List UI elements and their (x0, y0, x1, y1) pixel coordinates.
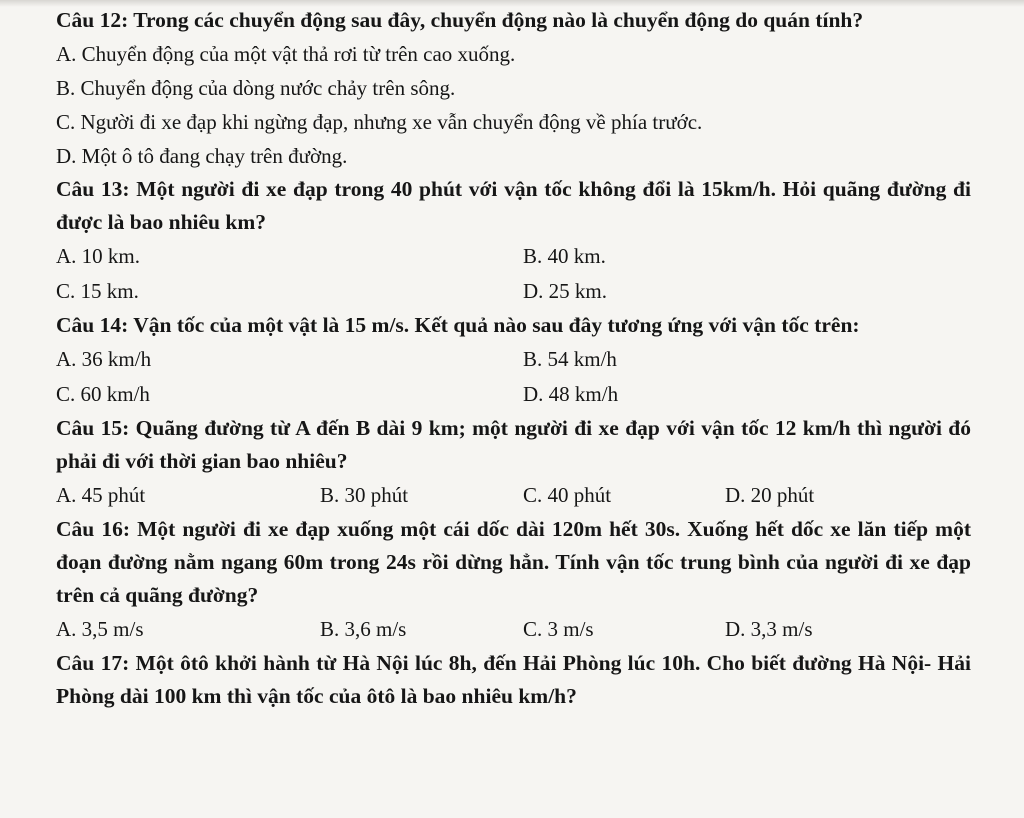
question-15 (56, 412, 971, 478)
option-b: B. 3,6 m/s (320, 617, 407, 641)
options-row (56, 478, 971, 513)
question-16 (56, 513, 971, 612)
question-text: Quãng đường từ A đến B dài 9 km; một người đi xe đạp với vận tốc 12 km/h thì người đó phải đi với thời gian bao nhiêu? (56, 416, 971, 473)
options-row (56, 377, 971, 412)
question-14 (56, 309, 971, 342)
option-d: D. 3,3 m/s (725, 617, 813, 641)
question-label: Câu 12: (56, 8, 129, 32)
options-row (56, 274, 971, 309)
question-label: Câu 17: (56, 651, 130, 675)
option-a: A. 10 km. (56, 244, 140, 268)
question-text: Một người đi xe đạp xuống một cái dốc dài 120m hết 30s. Xuống hết dốc xe lăn tiếp một đoạn đường nằm ngang 60m trong 24s rồi dừng hẳn. Tính vận tốc trung bình của người đi xe đạp trên cả quãng đường? (56, 517, 972, 607)
question-text: Trong các chuyển động sau đây, chuyển động nào là chuyển động do quán tính? (133, 8, 864, 32)
option-b: B. Chuyển động của dòng nước chảy trên sông. (56, 76, 456, 100)
option-b: B. 30 phút (320, 483, 409, 507)
option-a: A. 3,5 m/s (56, 617, 144, 641)
question-label: Câu 14: (56, 313, 129, 337)
option-c: C. 60 km/h (56, 382, 150, 406)
question-text: Vận tốc của một vật là 15 m/s. Kết quả nào sau đây tương ứng với vận tốc trên: (133, 313, 860, 337)
options-row (56, 612, 971, 647)
option-d: D. 20 phút (725, 483, 815, 507)
option-d: D. 25 km. (523, 279, 607, 303)
question-label: Câu 15: (56, 416, 130, 440)
question-text: Một ôtô khởi hành từ Hà Nội lúc 8h, đến Hải Phòng lúc 10h. Cho biết đường Hà Nội- Hải Phòng dài 100 km thì vận tốc của ôtô là bao nhiêu km/h? (56, 651, 971, 708)
exam-page (56, 4, 971, 713)
question-text: Một người đi xe đạp trong 40 phút với vận tốc không đổi là 15km/h. Hỏi quãng đường đi được là bao nhiêu km? (56, 177, 971, 234)
option-c: C. 3 m/s (523, 617, 594, 641)
option-c: C. Người đi xe đạp khi ngừng đạp, nhưng xe vẫn chuyển động về phía trước. (56, 110, 703, 134)
question-12 (56, 4, 971, 37)
question-17 (56, 647, 971, 713)
question-label: Câu 13: (56, 177, 130, 201)
option-a: A. 36 km/h (56, 347, 152, 371)
option-d: D. 48 km/h (523, 382, 619, 406)
options-row (56, 342, 971, 377)
option-d: D. Một ô tô đang chạy trên đường. (56, 144, 348, 168)
question-label: Câu 16: (56, 517, 130, 541)
options-row (56, 239, 971, 274)
option-a: A. Chuyển động của một vật thả rơi từ trên cao xuống. (56, 42, 516, 66)
option-c: C. 40 phút (523, 483, 612, 507)
option-a: A. 45 phút (56, 483, 146, 507)
option-c: C. 15 km. (56, 279, 139, 303)
question-13 (56, 173, 971, 239)
option-b: B. 40 km. (523, 244, 606, 268)
option-b: B. 54 km/h (523, 347, 617, 371)
